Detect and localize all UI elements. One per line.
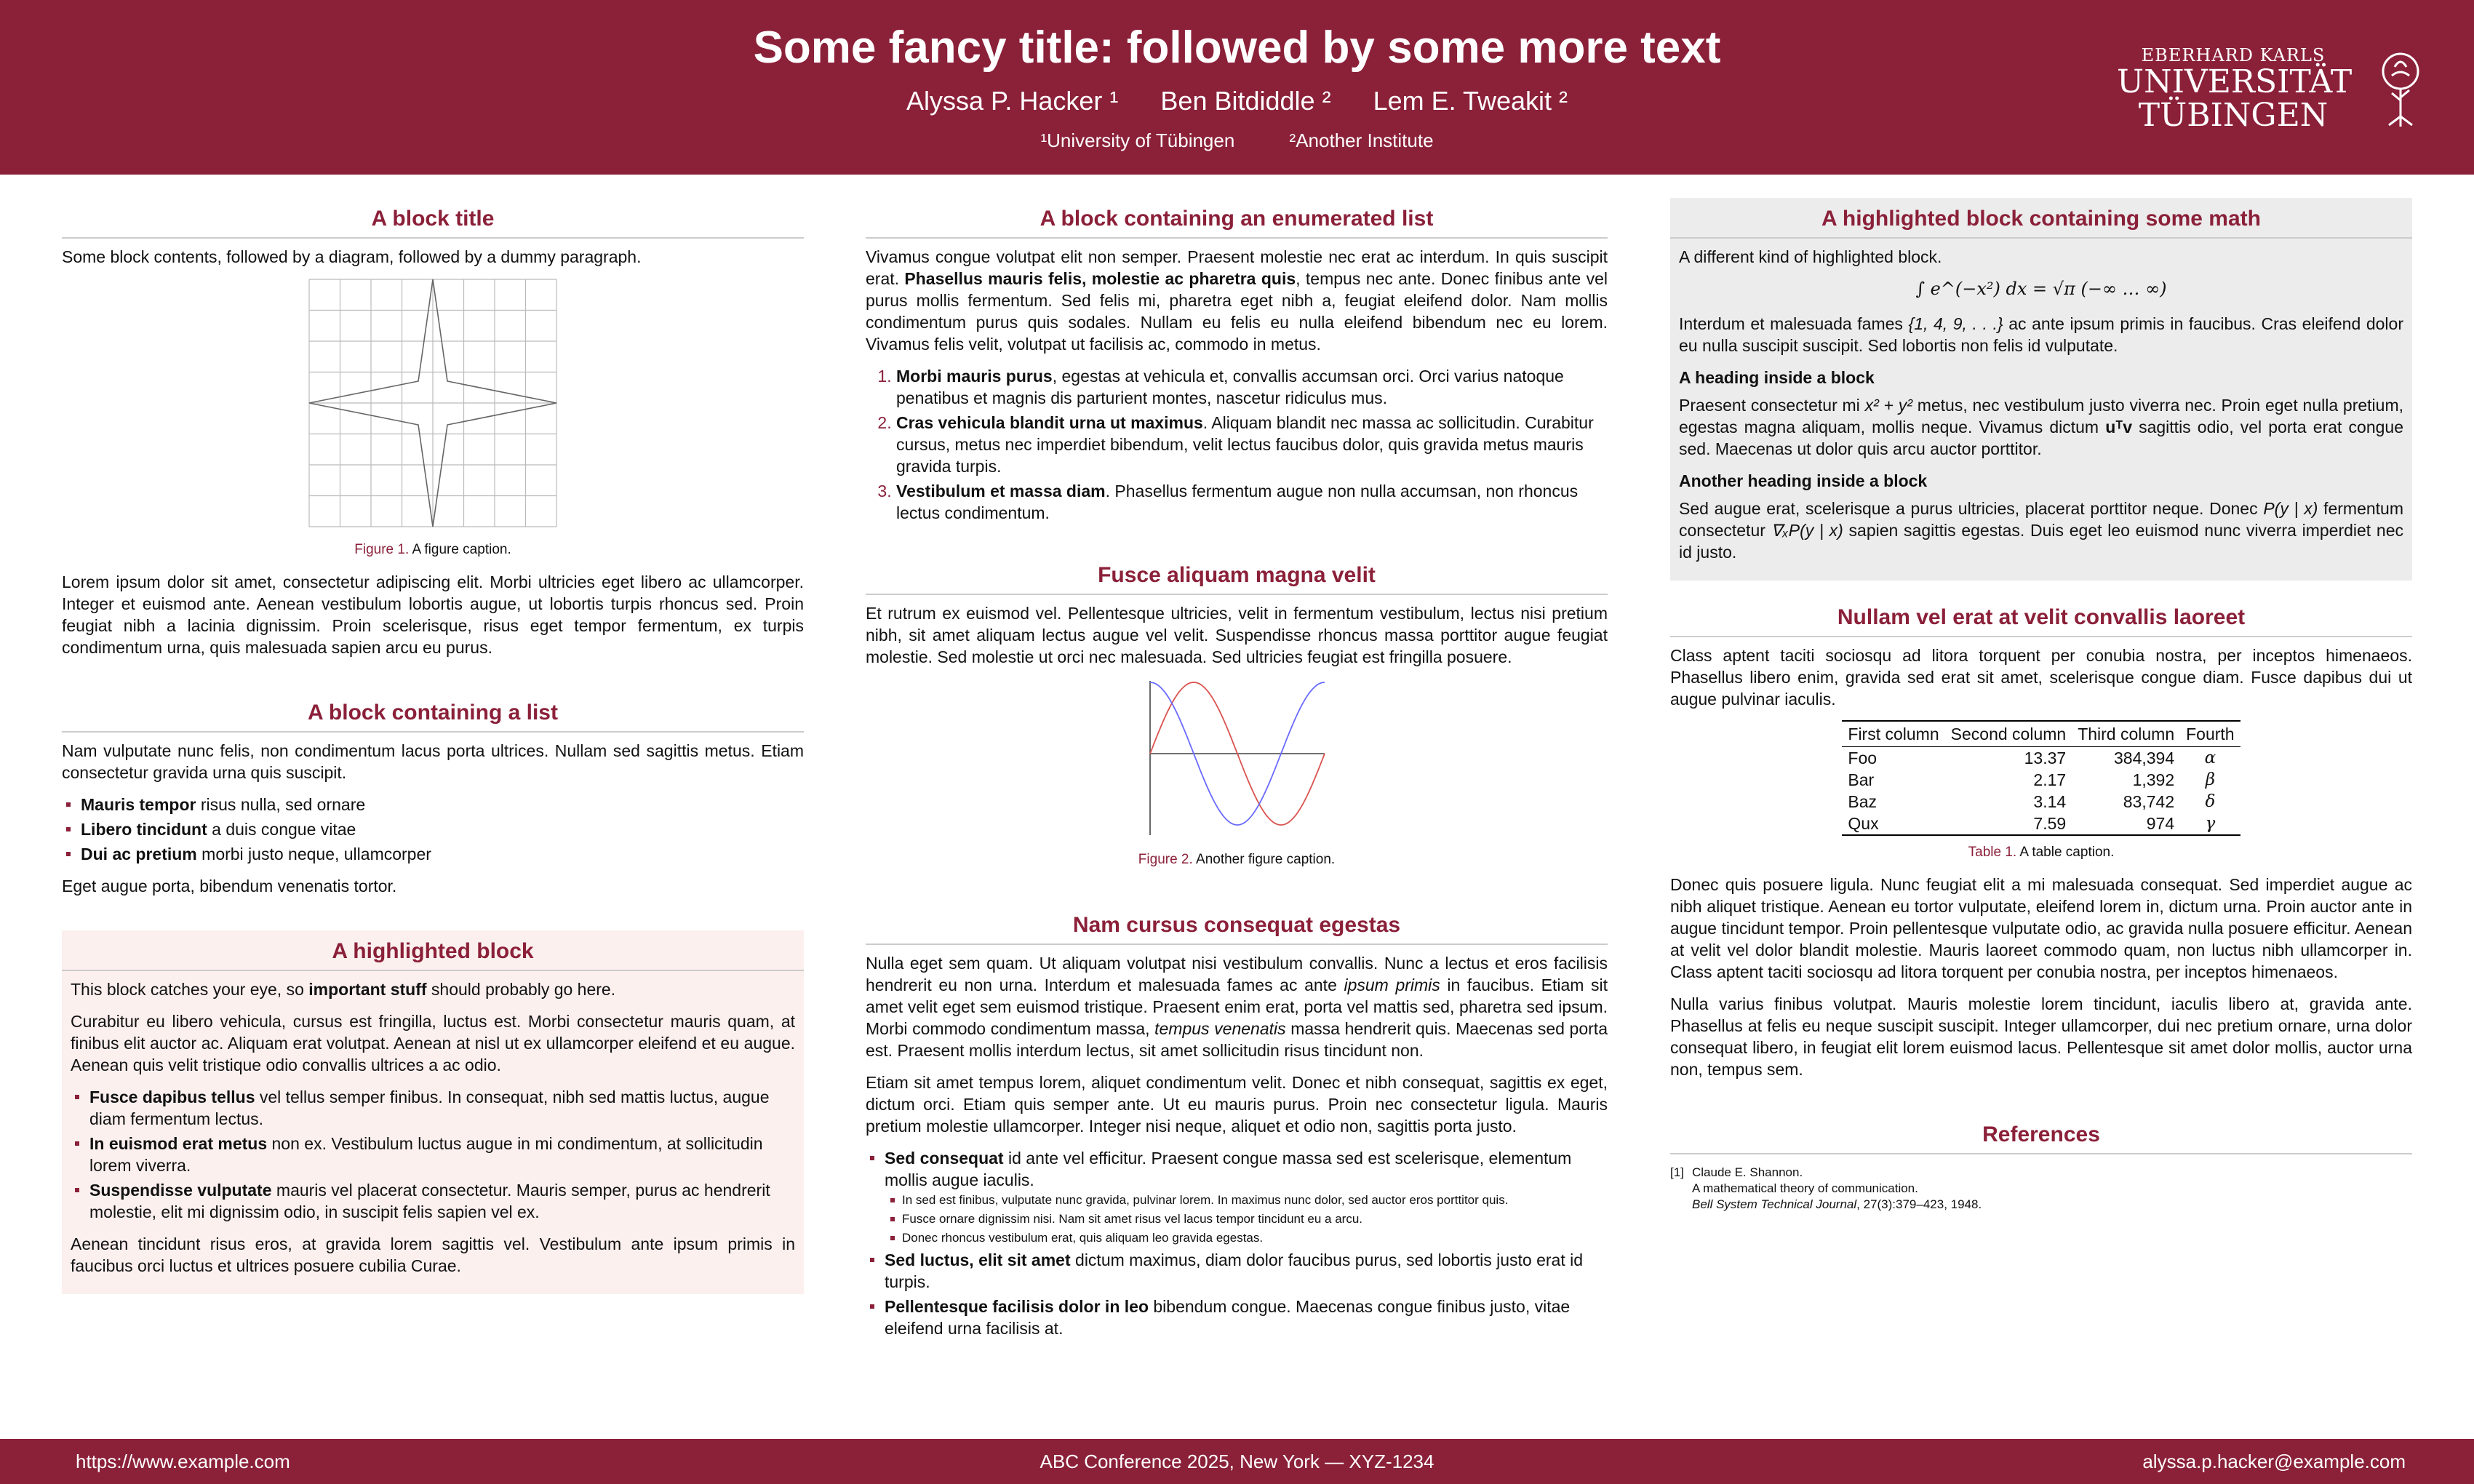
- enumerated-list: [866, 365, 1608, 524]
- highlight-paragraph: Curabitur eu libero vehicula, cursus est fringilla, luctus est. Morbi consectetur mauris quam, at finibus elit auctor ac. Aliquam erat volutpat. Aenean at nisl ut ex ullamcorper eleifend et eu augue. Aenean quis velit tristique odio convallis ultrices a ac odio.: [71, 1012, 795, 1074]
- list-item: Fusce dapibus tellus vel tellus semper finibus. In consequat, nibh sed mattis luctus, augue diam fermentum lectus.: [89, 1086, 795, 1130]
- column-right: [1670, 198, 2412, 1239]
- list-item: Pellentesque facilisis dolor in leo bibendum congue. Maecenas congue finibus justo, vitae eleifend urna facilisis at.: [885, 1296, 1608, 1339]
- table-row: Baz 3.14 83,742 δ: [1848, 792, 2216, 811]
- highlight-intro: This block catches your eye, so important stuff should probably go here.: [71, 980, 616, 999]
- dummy-paragraph: Lorem ipsum dolor sit amet, consectetur adipiscing elit. Morbi ultricies eget libero ac ullamcorper. Integer et euismod ante. Aenean vestibulum lobortis augue, ut lobortis turpis rhoncus sed. Proin feugiat nibh a lacinia dignissim. Proin scelerisque, risus eget tempor fermentum, ex turpis condimentum urna, quis malesuada sapien arcu eu purus.: [62, 573, 804, 657]
- poster-title: Some fancy title: followed by some more text: [753, 23, 1721, 73]
- subheading: A heading inside a block: [1679, 368, 1875, 387]
- figure-1: [62, 278, 804, 533]
- nested-list: [885, 1192, 1608, 1246]
- table-caption: Table 1. A table caption.: [1968, 845, 2115, 860]
- table-header: First column: [1842, 721, 1944, 747]
- list-item: Dui ac pretium morbi justo neque, ullamcorper: [81, 843, 804, 865]
- column-left: [62, 198, 804, 1310]
- nested-item: Donec rhoncus vestibulum erat, quis aliquam leo gravida egestas.: [902, 1230, 1608, 1246]
- block-title: A block containing an enumerated list: [866, 198, 1608, 239]
- block-enumerated: [866, 198, 1608, 538]
- affiliation-1: ¹University of Tübingen: [1040, 129, 1235, 151]
- block-highlighted: [62, 930, 804, 1294]
- reference-entry: [1] Claude E. Shannon. A mathematical theory of communication. Bell System Technical Journal, 27(3):379–423, 1948.: [1670, 1165, 1982, 1211]
- list-item: Libero tincidunt a duis congue vitae: [81, 818, 804, 840]
- table-row: Foo 13.37 384,394 α: [1848, 749, 2216, 767]
- footer-email[interactable]: alyssa.p.hacker@example.com: [2142, 1451, 2406, 1472]
- table-header: Fourth: [2180, 721, 2240, 747]
- footer-conference: ABC Conference 2025, New York — XYZ-1234: [1040, 1451, 1434, 1472]
- poster-header: [0, 0, 2474, 175]
- author-list: [0, 86, 2474, 116]
- block-paragraph: Class aptent taciti sociosqu ad litora torquent per conubia nostra, per inceptos himenaeos. Phasellus libero enim, gravida sed erat sit amet, scelerisque congue diam. Fusce dapibus dui ut augue pulvinar iaculis.: [1670, 646, 2412, 709]
- logo-line-1: EBERHARD KARLS: [2141, 45, 2326, 65]
- list-item: In euismod erat metus non ex. Vestibulum luctus augue in mi condimentum, at sollicitudin lorem viverra.: [89, 1133, 795, 1176]
- block-nullam: [1670, 597, 2412, 1098]
- block-paragraph: Sed augue erat, scelerisque a purus ultricies, placerat porttitor neque. Donec P(y | x) fermentum consectetur ∇ₓP(y | x) sapien sagittis egestas. Duis eget leo euismod nunc viverra imperdiet nec id justo.: [1679, 499, 2403, 562]
- figure-1-caption: Figure 1. A figure caption.: [354, 542, 511, 557]
- university-logo: [2117, 42, 2357, 135]
- block-math: [1670, 198, 2412, 581]
- table-row: Qux 7.59 974 γ: [1842, 813, 2240, 835]
- block-paragraph: Nulla eget sem quam. Ut aliquam volutpat nisi vestibulum convallis. Nunc a lectus et eros facilisis hendrerit eu non urna. Interdum et malesuada fames ac ante ipsum primis in faucibus. Etiam sit amet velit eget sem euismod tristique. Praesent enim erat, porta vel mattis sed, pharetra sed ipsum. Morbi commodo condimentum massa, tempus venenatis massa hendrerit quis. Maecenas sed porta est. Praesent mollis interdum lectus, sit amet sollicitudin risus tincidunt non.: [866, 954, 1608, 1060]
- list-item: Sed luctus, elit sit amet dictum maximus, diam dolor faucibus purus, sed lobortis justo erat id turpis.: [885, 1249, 1608, 1293]
- author-3: Lem E. Tweakit ²: [1373, 86, 1568, 116]
- poster-footer: [0, 1439, 2474, 1484]
- block-intro: Nam vulputate nunc felis, non condimentum lacus porta ultrices. Nullam sed sagittis metus. Etiam consectetur gravida urna quis suscipit.: [62, 741, 804, 782]
- block-references: [1670, 1114, 2412, 1223]
- block-paragraph: Praesent consectetur mi x² + y² metus, nec vestibulum justo viverra nec. Proin eget nulla pretium, egestas magna aliquam, mollis neque. Vivamus dictum uᵀv sagittis odio, vel porta erat congue sed. Maecenas ut dolor quis arcu auctor porttitor.: [1679, 396, 2403, 458]
- nested-item: Fusce ornare dignissim nisi. Nam sit amet risus vel lacus tempor tincidunt eu a arcu.: [902, 1211, 1608, 1227]
- list-item: 2. Cras vehicula blandit urna ut maximus. Aliquam blandit nec massa ac sollicitudin. Curabitur cursus, metus nec imperdiet bibendum, velit lectus faucibus dolor, quis gravida metus mauris gravida turpis.: [896, 412, 1608, 477]
- block-paragraph: Donec quis posuere ligula. Nunc feugiat elit a mi malesuada consequat. Sed imperdiet augue ac nibh aliquet tristique. Aenean eu tortor vulputate, eleifend lorem in, dictum urna. Proin auctor ante in augue tincidunt tempor. Proin pellentesque vulputate odio, ac gravida nulla posuere efficitur. Aenean at velit vel dolor blandit molestie. Mauris laoreet commodo quam, non luctus nibh ullamcorper in. Class aptent taciti sociosqu ad litora torquent per conubia nostra, per inceptos himenaeos.: [1670, 875, 2412, 981]
- list-item: Mauris tempor risus nulla, sed ornare: [81, 794, 804, 815]
- block-paragraph: Etiam sit amet tempus lorem, aliquet condimentum velit. Donec et nibh consequat, sagittis ex eget, dictum orci. Etiam quis semper ante. Ut eu mauris purus. Proin nec consectetur ligula. Mauris pretium molestie ullamcorper. Integer nisi neque, aliquet et odio non, sagittis porta justo.: [866, 1073, 1608, 1136]
- list-item: 3. Vestibulum et massa diam. Phasellus fermentum augue non nulla accumsan, non rhoncus lectus condimentum.: [896, 480, 1608, 524]
- logo-line-2: UNIVERSITÄT TÜBINGEN: [2117, 63, 2353, 134]
- block-title: A highlighted block containing some math: [1670, 198, 2412, 239]
- sine-plot: [1146, 678, 1328, 838]
- block-fusce: [866, 554, 1608, 888]
- block-title: A block title: [62, 198, 804, 239]
- figure-2-caption: Figure 2. Another figure caption.: [1138, 852, 1336, 867]
- block-title: Fusce aliquam magna velit: [866, 554, 1608, 595]
- highlight-closing: Aenean tincidunt risus eros, at gravida lorem sagittis vel. Vestibulum ante ipsum primis in faucibus orci luctus et ultrices posuere cubilia Curae.: [71, 1234, 795, 1275]
- subheading: Another heading inside a block: [1679, 471, 1928, 490]
- table-header: Third column: [2072, 721, 2180, 747]
- block-title: Nullam vel erat at velit convallis laoreet: [1670, 597, 2412, 637]
- affiliation-2: ²Another Institute: [1289, 129, 1434, 151]
- data-table: [1842, 720, 2240, 836]
- table-header: Second column: [1945, 721, 2072, 747]
- list-item: Suspendisse vulputate mauris vel placerat consectetur. Mauris semper, purus ac hendrerit molestie, elit mi dignissim odio, in suscipit felis sapien vel ex.: [89, 1179, 795, 1223]
- block-title: A block containing a list: [62, 692, 804, 733]
- block-title: Nam cursus consequat egestas: [866, 904, 1608, 945]
- integral-equation: ∫ e^(−x²) dx = √π (−∞ … ∞): [1915, 279, 2167, 299]
- tree-logo-icon: [2379, 49, 2422, 129]
- block-intro: Some block contents, followed by a diagram, followed by a dummy paragraph.: [62, 247, 642, 266]
- table-row: Bar 2.17 1,392 β: [1848, 770, 2216, 789]
- figure-2: [866, 678, 1608, 843]
- footer-url[interactable]: https://www.example.com: [76, 1451, 290, 1472]
- list-item: Sed consequat id ante vel efficitur. Praesent congue massa sed est scelerisque, elementum mollis augue iaculis. In sed est finibus, vulputate nunc gravida, pulvinar lorem. In maximus nunc dolor, sed auctor eros porttitor quis. Fusce ornare dignissim nisi. Nam sit amet risus vel lacus tempor tincidunt eu a arcu. Donec rhoncus vestibulum erat, quis aliquam leo gravida egestas.: [885, 1147, 1608, 1246]
- bullet-list: [62, 794, 804, 865]
- block-title: References: [1670, 1114, 2412, 1154]
- block-paragraph: Nulla varius finibus volutpat. Mauris molestie lorem tincidunt, iaculis libero at, gravida ante. Phasellus at felis eu neque suscipit suscipit. Integer ullamcorper, dui nec pretium ornare, urna dolor consequat libero, in feugiat elit lorem euismod lacus. Pellentesque sit amet dolor mollis, auctor urna non, tempus sem.: [1670, 994, 2412, 1079]
- block-list: [62, 692, 804, 914]
- affiliation-list: [0, 129, 2474, 152]
- block-a-block-title: [62, 198, 804, 676]
- author-1: Alyssa P. Hacker ¹: [906, 86, 1119, 116]
- block-title: A highlighted block: [62, 930, 804, 971]
- block-paragraph: Vivamus congue volutpat elit non semper. Praesent molestie nec erat ac interdum. In quis suscipit erat. Phasellus mauris felis, molestie ac pharetra quis, tempus nec ante. Donec finibus ante vel purus mollis fermentum. Sed felis mi, pharetra eget nibh a, feugiat eleifend dolor. Nam mollis condimentum purus quis sodales. Nullam eu felis eu nulla eleifend bibendum nec eu lorem. Vivamus felis velit, volutpat ut facilisis ac, commodo in metus.: [866, 247, 1608, 354]
- author-2: Ben Bitdiddle ²: [1160, 86, 1331, 116]
- block-outro: Eget augue porta, bibendum venenatis tortor.: [62, 877, 397, 895]
- block-intro: A different kind of highlighted block.: [1679, 247, 1942, 266]
- list-item: 1. Morbi mauris purus, egestas at vehicula et, convallis accumsan orci. Orci varius natoque penatibus et magnis dis parturient montes, nascetur ridiculus mus.: [896, 365, 1608, 409]
- star-diagram: [308, 278, 558, 528]
- bullet-list: [866, 1147, 1608, 1339]
- bullet-list: [71, 1086, 795, 1223]
- block-paragraph: Interdum et malesuada fames {1, 4, 9, . . .} ac ante ipsum primis in faucibus. Cras eleifend dolor eu nulla suscipit suscipit. Sed lobortis non felis id vulputate.: [1679, 314, 2403, 355]
- nested-item: In sed est finibus, vulputate nunc gravida, pulvinar lorem. In maximus nunc dolor, sed auctor eros porttitor quis.: [902, 1192, 1608, 1208]
- block-paragraph: Et rutrum ex euismod vel. Pellentesque ultricies, velit in fermentum vestibulum, lectus nisi pretium nibh, sit amet aliquam lectus augue vel velit. Suspendisse rhoncus massa porttitor augue feugiat molestie. Sed molestie ut orci nec malesuada. Sed ultricies feugiat est fringilla posuere.: [866, 604, 1608, 666]
- column-middle: [866, 198, 1608, 1373]
- block-nam-cursus: [866, 904, 1608, 1357]
